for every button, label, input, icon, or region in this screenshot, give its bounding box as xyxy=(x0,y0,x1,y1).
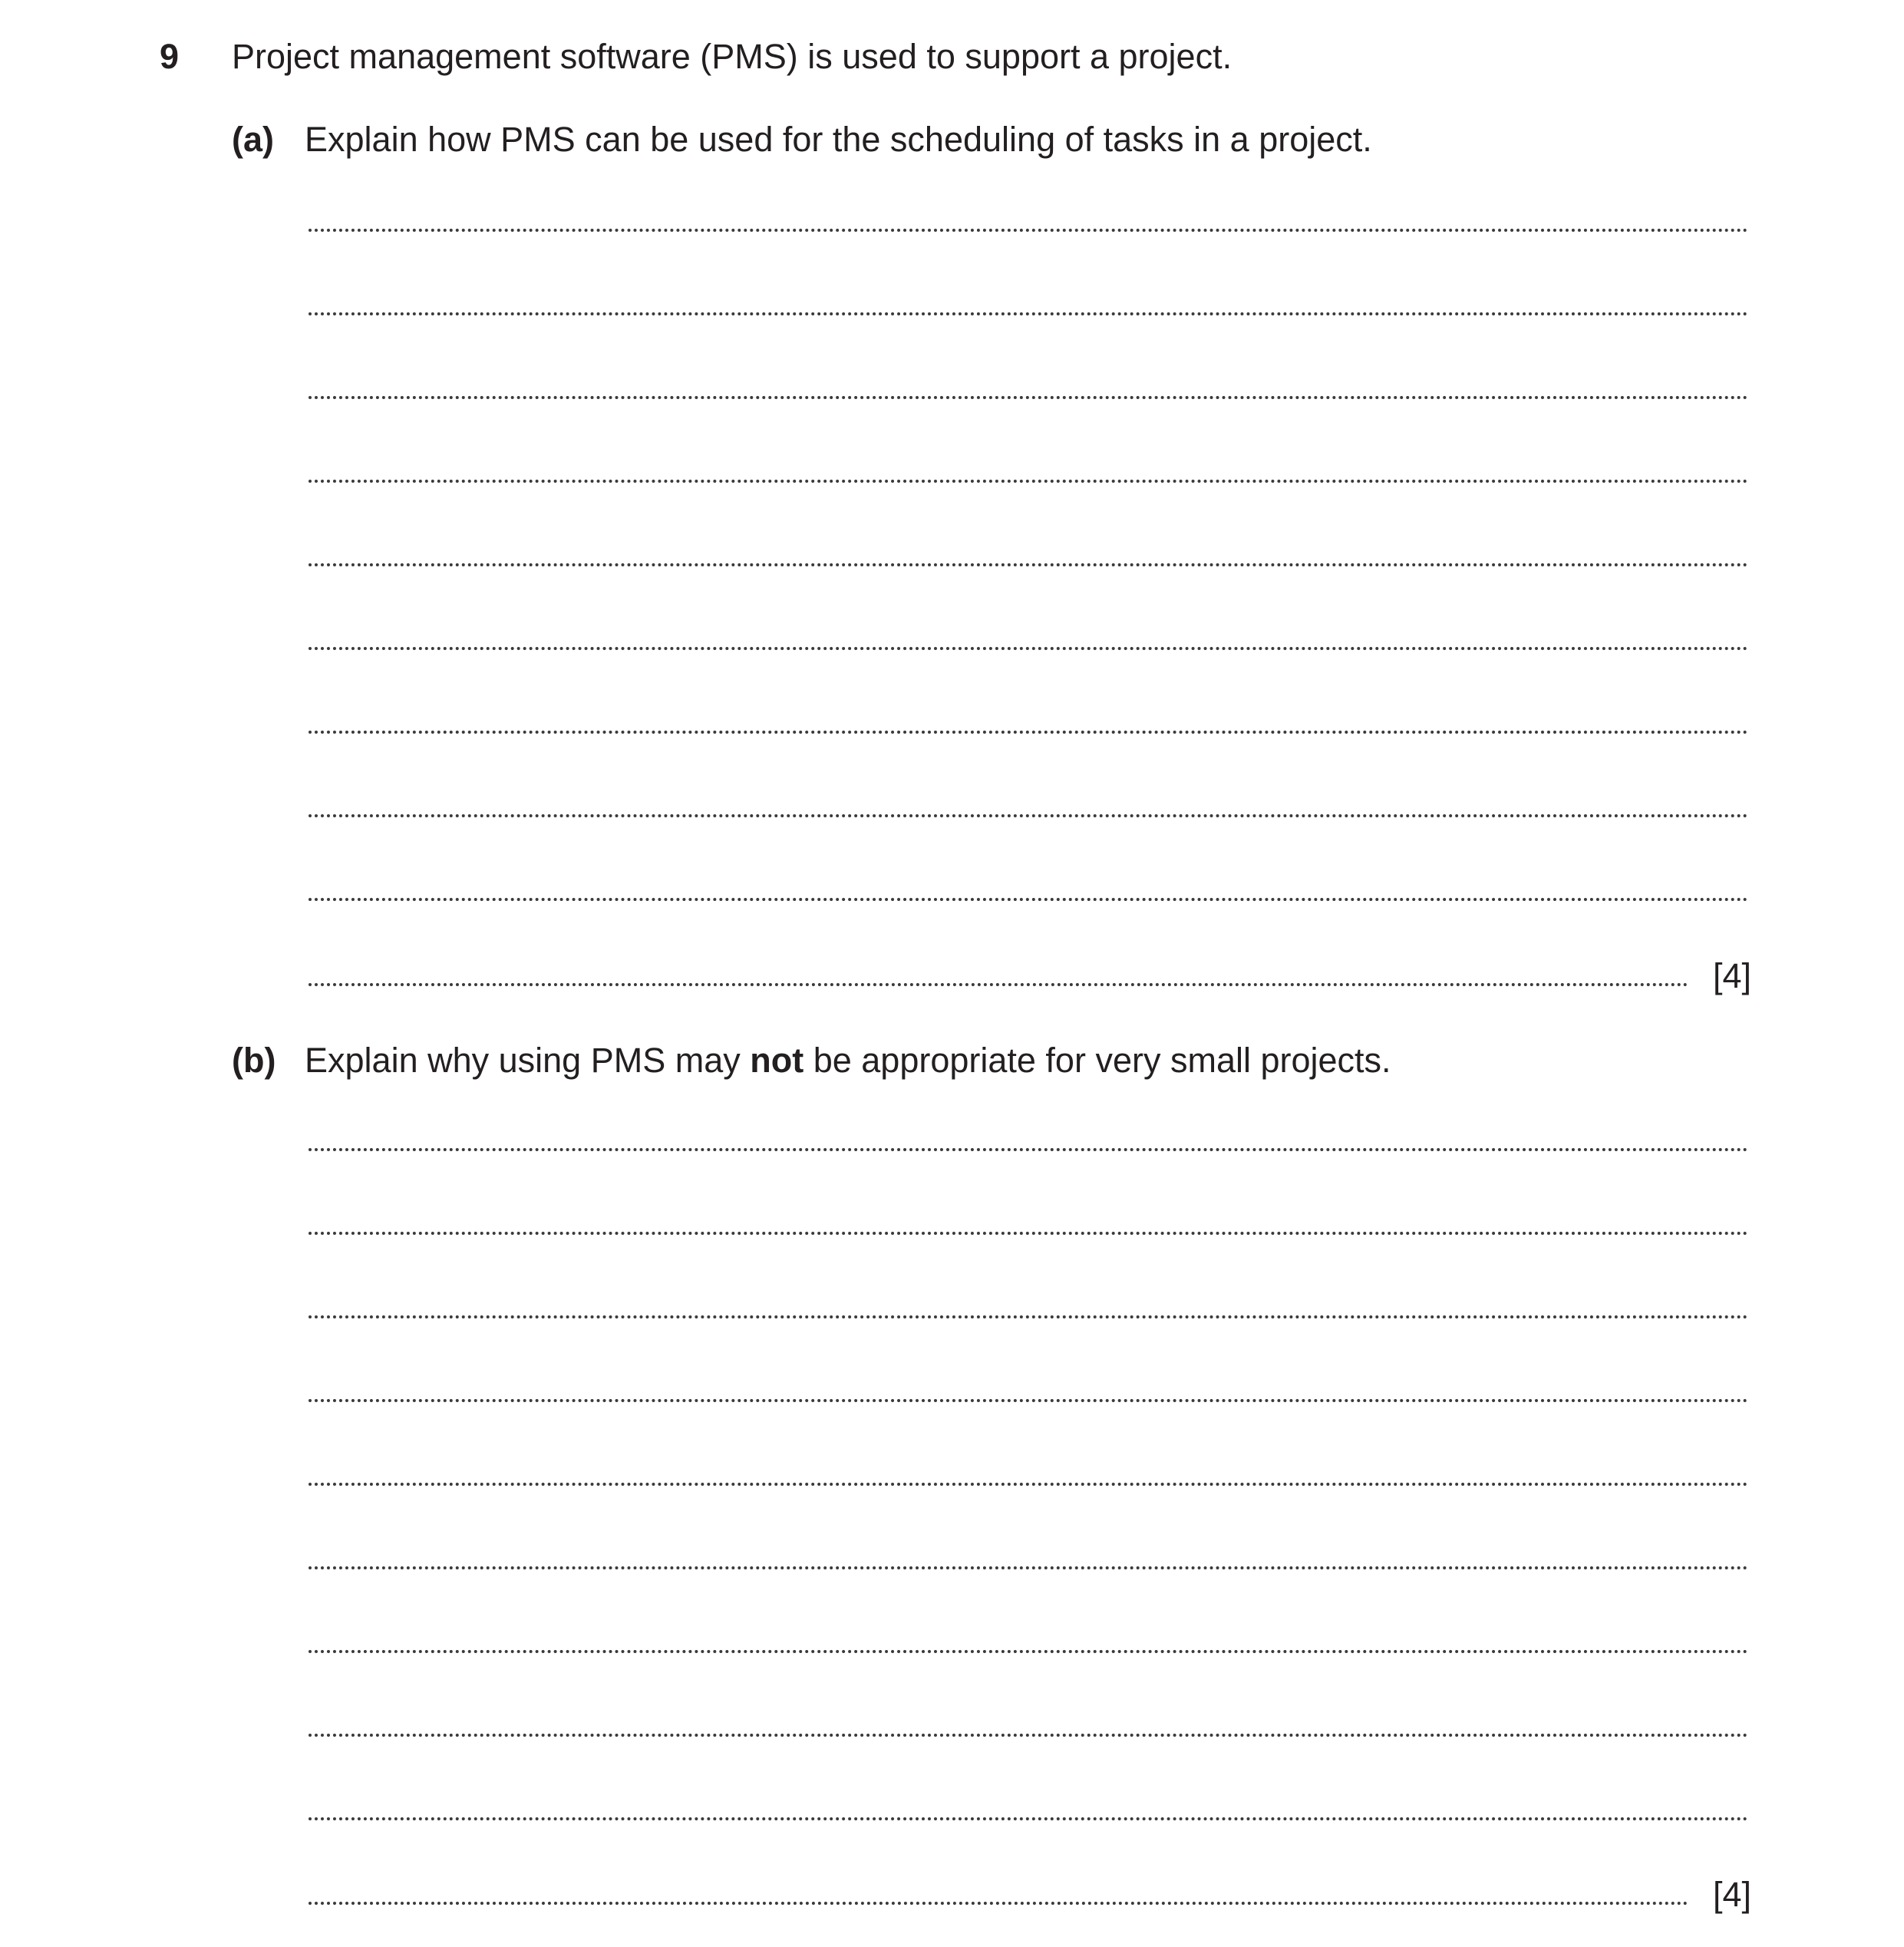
part-a-answer-line-9[interactable] xyxy=(309,898,1748,901)
part-a-answer-line-10[interactable] xyxy=(309,983,1688,986)
part-b-answer-line-7[interactable] xyxy=(309,1650,1748,1653)
part-a-answer-line-3[interactable] xyxy=(309,396,1748,399)
part-b-answer-line-1[interactable] xyxy=(309,1148,1748,1151)
part-b-marks: [4] xyxy=(1712,1875,1751,1914)
part-b-answer-line-6[interactable] xyxy=(309,1566,1748,1569)
part-a-question: Explain how PMS can be used for the scheduling of tasks in a project. xyxy=(305,120,1372,159)
part-b-answer-line-9[interactable] xyxy=(309,1817,1748,1820)
part-a-answer-line-2[interactable] xyxy=(309,312,1748,315)
part-b-question xyxy=(305,1041,1391,1081)
part-a-marks: [4] xyxy=(1712,956,1751,995)
part-b-label: (b) xyxy=(232,1041,276,1080)
part-a-answer-line-6[interactable] xyxy=(309,647,1748,650)
part-b-answer-line-8[interactable] xyxy=(309,1734,1748,1737)
part-a-answer-line-4[interactable] xyxy=(309,480,1748,483)
part-b-text-before: Explain why using PMS may xyxy=(305,1041,751,1080)
part-b-answer-line-3[interactable] xyxy=(309,1315,1748,1318)
part-b-answer-line-5[interactable] xyxy=(309,1483,1748,1486)
part-b-emphasis: not xyxy=(750,1041,804,1080)
part-a-answer-line-5[interactable] xyxy=(309,563,1748,566)
part-b-answer-line-4[interactable] xyxy=(309,1399,1748,1402)
part-b-answer-line-10[interactable] xyxy=(309,1902,1688,1905)
part-a-answer-line-1[interactable] xyxy=(309,229,1748,232)
part-a-label: (a) xyxy=(232,120,274,159)
question-number: 9 xyxy=(160,37,180,76)
part-a-answer-line-7[interactable] xyxy=(309,731,1748,734)
part-b-text-after: be appropriate for very small projects. xyxy=(804,1041,1391,1080)
question-stem: Project management software (PMS) is used to support a project. xyxy=(232,37,1232,76)
part-b-answer-line-2[interactable] xyxy=(309,1232,1748,1235)
part-a-answer-line-8[interactable] xyxy=(309,814,1748,817)
